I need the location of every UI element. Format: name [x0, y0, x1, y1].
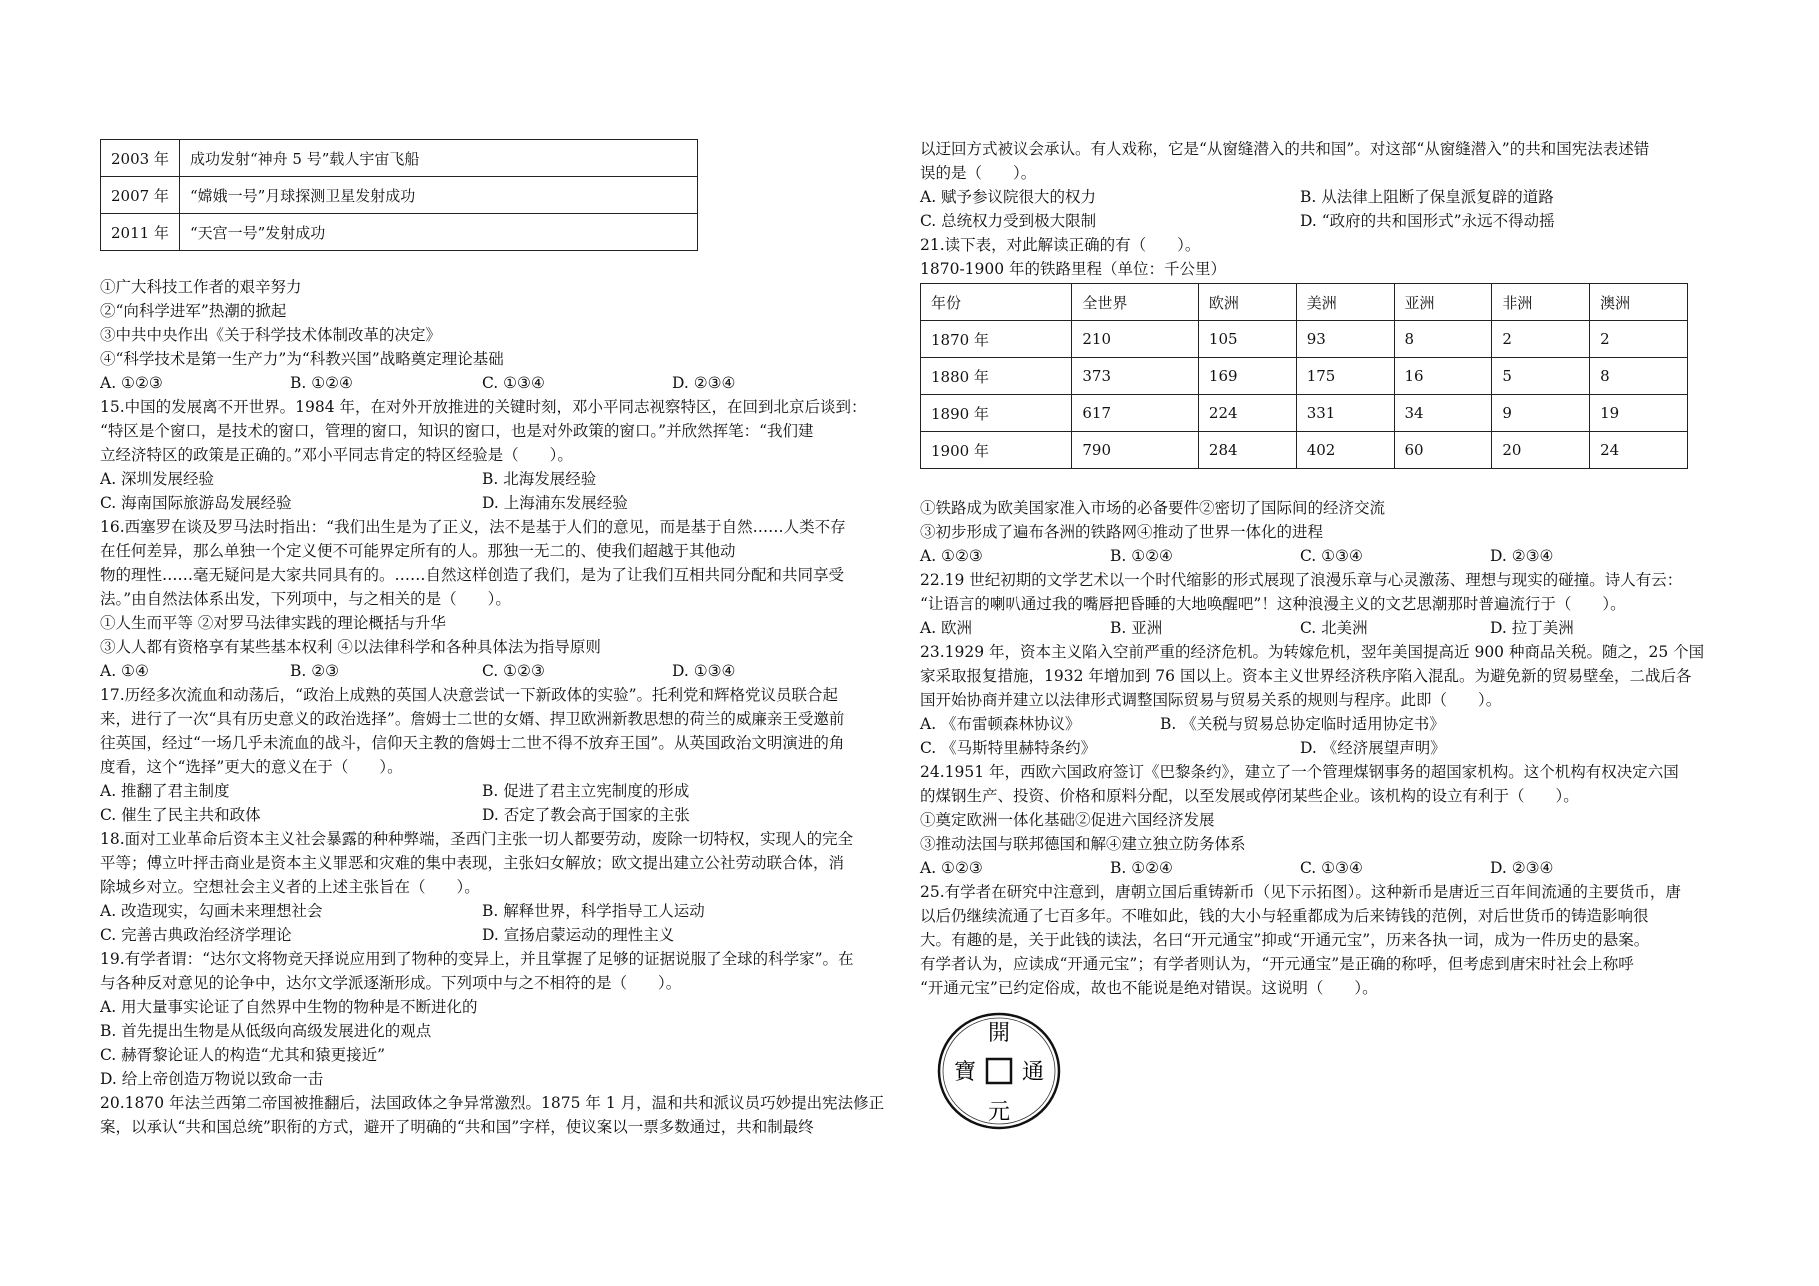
q19-option-c: C. 赫胥黎论证人的构造“尤其和猿更接近”: [100, 1046, 386, 1064]
q16-line: 在任何差异，那么单独一个定义便不可能界定所有的人。那独一无二的、使我们超越于其他动: [100, 542, 736, 560]
coin-char-top: 開: [987, 1021, 1011, 1046]
q15-option-b: B. 北海发展经验: [482, 470, 597, 488]
q23-option-b: B. 《关税与贸易总协定临时适用协定书》: [1160, 715, 1445, 733]
q24-line: 的煤钢生产、投资、价格和原料分配，以至发展或停闭某些企业。该机构的设立有利于（ ）。: [920, 787, 1579, 805]
table-cell: 16: [1394, 358, 1492, 395]
q24-line: ①奠定欧洲一体化基础②促进六国经济发展: [920, 811, 1215, 829]
table-cell: 2007 年: [101, 177, 180, 214]
coin-char-right: 通: [1021, 1060, 1045, 1085]
table-cell: 34: [1394, 395, 1492, 432]
table-cell: 9: [1492, 395, 1590, 432]
q21-table-caption: 1870-1900 年的铁路里程（单位：千公里）: [920, 260, 1227, 278]
q17-option-b: B. 促进了君主立宪制度的形成: [482, 782, 690, 800]
q19-line: 19.有学者谓：“达尔文将物竞天择说应用到了物种的变异上，并且掌握了足够的证据说服了全球的科学家”。在: [100, 950, 854, 968]
q21-option-c: C. ①③④: [1300, 547, 1363, 565]
table-row: [101, 214, 698, 251]
q14-option-a: A. ①②③: [100, 374, 163, 392]
q21-option-a: A. ①②③: [920, 547, 983, 565]
q14-item-4: ④“科学技术是第一生产力”为“科教兴国”战略奠定理论基础: [100, 350, 504, 368]
table-cell: 19: [1590, 395, 1688, 432]
q25-line: 以后仍继续流通了七百多年。不唯如此，钱的大小与轻重都成为后来铸钱的范例，对后世货币的铸造影响很: [920, 907, 1649, 925]
q22-line: “让语言的喇叭通过我的嘴唇把昏睡的大地唤醒吧”！这种浪漫主义的文艺思潮那时普遍流行于（ ）。: [920, 595, 1626, 613]
table-cell: 1880 年: [921, 358, 1072, 395]
q20-option-d: D. “政府的共和国形式”永远不得动摇: [1300, 212, 1555, 230]
table-header-cell: 非洲: [1492, 284, 1590, 321]
q23-option-a: A. 《布雷顿森林协议》: [920, 715, 1081, 733]
q18-option-c: C. 完善古典政治经济学理论: [100, 926, 292, 944]
table-cell: 402: [1296, 432, 1394, 469]
q16-line: 物的理性……毫无疑问是大家共同具有的。……自然这样创造了我们，是为了让我们互相共同分配和共同享受: [100, 566, 845, 584]
q22-option-d: D. 拉丁美洲: [1490, 619, 1574, 637]
q20-option-a: A. 赋予参议院很大的权力: [920, 188, 1097, 206]
table-cell: 284: [1198, 432, 1296, 469]
table-cell: 60: [1394, 432, 1492, 469]
q19-option-d: D. 给上帝创造万物说以致命一击: [100, 1070, 324, 1088]
table-cell: 2: [1590, 321, 1688, 358]
railway-mileage-table: [920, 283, 1688, 469]
q14-option-d: D. ②③④: [672, 374, 736, 392]
table-cell: 5: [1492, 358, 1590, 395]
q14-option-b: B. ①②④: [290, 374, 353, 392]
q23-line: 23.1929 年，资本主义陷入空前严重的经济危机。为转嫁危机，翌年美国提高近 900 种商品关税。随之，25 个国: [920, 643, 1705, 661]
q25-line: 大。有趣的是，关于此钱的读法，名曰“开元通宝”抑或“开通元宝”，历来各执一词，成为一件历史的悬案。: [920, 931, 1650, 949]
q23-option-c: C. 《马斯特里赫特条约》: [920, 739, 1097, 757]
q23-line: 国开始协商并建立以法律形式调整国际贸易与贸易关系的规则与程序。此即（ ）。: [920, 691, 1502, 709]
table-cell: 169: [1198, 358, 1296, 395]
space-milestones-table: [100, 139, 698, 251]
table-cell: “嫦娥一号”月球探测卫星发射成功: [179, 177, 697, 214]
table-cell: 617: [1072, 395, 1199, 432]
q17-option-c: C. 催生了民主共和政体: [100, 806, 261, 824]
q14-item-3: ③中共中央作出《关于科学技术体制改革的决定》: [100, 326, 442, 344]
table-header-cell: 澳洲: [1590, 284, 1688, 321]
table-row: [921, 321, 1688, 358]
q25-line: 有学者认为，应读成“开通元宝”；有学者则认为，“开元通宝”是正确的称呼，但考虑到唐宋时社会上称呼: [920, 955, 1634, 973]
table-row: [921, 358, 1688, 395]
q24-option-d: D. ②③④: [1490, 859, 1554, 877]
table-cell: 2: [1492, 321, 1590, 358]
q19-line: 与各种反对意见的论争中，达尔文学派逐渐形成。下列项中与之不相符的是（ ）。: [100, 974, 682, 992]
q22-option-a: A. 欧洲: [920, 619, 973, 637]
q18-line: 除城乡对立。空想社会主义者的上述主张旨在（ ）。: [100, 878, 480, 896]
q20-line: 案，以承认“共和国总统”职衔的方式，避开了明确的“共和国”字样，使议案以一票多数通过，共和制最终: [100, 1118, 814, 1136]
table-header-row: [921, 284, 1688, 321]
q21-item: ③初步形成了遍布各洲的铁路网④推动了世界一体化的进程: [920, 523, 1324, 541]
q24-option-a: A. ①②③: [920, 859, 983, 877]
q16-line: ①人生而平等 ②对罗马法律实践的理论概括与升华: [100, 614, 446, 632]
q25-line: “开通元宝”已约定俗成，故也不能说是绝对错误。这说明（ ）。: [920, 979, 1378, 997]
q16-option-b: B. ②③: [290, 662, 340, 680]
table-cell: 20: [1492, 432, 1590, 469]
table-cell: 2011 年: [101, 214, 180, 251]
q21-item: ①铁路成为欧美国家准入市场的必备要件②密切了国际间的经济交流: [920, 499, 1386, 517]
q15-line: 立经济特区的政策是正确的。”邓小平同志肯定的特区经验是（ ）。: [100, 446, 573, 464]
table-row: [101, 140, 698, 177]
q17-line: 来，进行了一次“具有历史意义的政治选择”。詹姆士二世的女婿、捍卫欧洲新教思想的荷兰的威廉亲王受邀前: [100, 710, 845, 728]
table-cell: 1890 年: [921, 395, 1072, 432]
q20-line: 20.1870 年法兰西第二帝国被推翻后，法国政体之争异常激烈。1875 年 1 月，温和共和派议员巧妙提出宪法修正: [100, 1094, 885, 1112]
q20-option-b: B. 从法律上阻断了保皇派复辟的道路: [1300, 188, 1554, 206]
table-row: [921, 395, 1688, 432]
q21-option-d: D. ②③④: [1490, 547, 1554, 565]
table-header-cell: 年份: [921, 284, 1072, 321]
table-cell: “天宫一号”发射成功: [179, 214, 697, 251]
table-cell: 2003 年: [101, 140, 180, 177]
q16-line: 法。”由自然法体系出发，下列项中，与之相关的是（ ）。: [100, 590, 511, 608]
table-header-cell: 欧洲: [1198, 284, 1296, 321]
table-cell: 8: [1394, 321, 1492, 358]
table-cell: 成功发射“神舟 5 号”载人宇宙飞船: [179, 140, 697, 177]
q15-line: 15.中国的发展离不开世界。1984 年，在对外开放推进的关键时刻，邓小平同志视察特区，在回到北京后谈到：: [100, 398, 867, 416]
table-cell: 790: [1072, 432, 1199, 469]
q17-line: 17.历经多次流血和动荡后，“政治上成熟的英国人决意尝试一下新政体的实验”。托利党和辉格党议员联合起: [100, 686, 839, 704]
table-row: [921, 432, 1688, 469]
q16-line: 16.西塞罗在谈及罗马法时指出：“我们出生是为了正义，法不是基于人们的意见，而是基于自然……人类不存: [100, 518, 846, 536]
q17-line: 往英国，经过“一场几乎未流血的战斗，信仰天主教的詹姆士二世不得不放弃王国”。从英国政治文明演进的角: [100, 734, 845, 752]
table-cell: 373: [1072, 358, 1199, 395]
q14-option-c: C. ①③④: [482, 374, 545, 392]
table-row: [101, 177, 698, 214]
q17-option-a: A. 推翻了君主制度: [100, 782, 230, 800]
table-cell: 224: [1198, 395, 1296, 432]
table-cell: 175: [1296, 358, 1394, 395]
coin-outline: [935, 1010, 1063, 1132]
q20-line: 误的是（ ）。: [920, 164, 1037, 182]
q15-option-c: C. 海南国际旅游岛发展经验: [100, 494, 292, 512]
q18-line: 平等；傅立叶抨击商业是资本主义罪恶和灾难的集中表现，主张妇女解放；欧文提出建立公社劳动联合体，消: [100, 854, 845, 872]
q24-line: 24.1951 年，西欧六国政府签订《巴黎条约》，建立了一个管理煤钢事务的超国家机构。这个机构有权决定六国: [920, 763, 1679, 781]
q25-line: 25.有学者在研究中注意到，唐朝立国后重铸新币（见下示拓图）。这种新币是唐近三百年间流通的主要货币，唐: [920, 883, 1681, 901]
table-cell: 1900 年: [921, 432, 1072, 469]
q22-option-c: C. 北美洲: [1300, 619, 1368, 637]
q15-line: “特区是个窗口，是技术的窗口，管理的窗口，知识的窗口，也是对外政策的窗口。”并欣然挥笔：“我们建: [100, 422, 814, 440]
table-header-cell: 美洲: [1296, 284, 1394, 321]
q17-option-d: D. 否定了教会高于国家的主张: [482, 806, 690, 824]
table-cell: 1870 年: [921, 321, 1072, 358]
q15-option-a: A. 深圳发展经验: [100, 470, 215, 488]
q15-option-d: D. 上海浦东发展经验: [482, 494, 628, 512]
table-header-cell: 亚洲: [1394, 284, 1492, 321]
q16-option-d: D. ①③④: [672, 662, 736, 680]
q14-item-2: ②“向科学进军”热潮的掀起: [100, 302, 287, 320]
q14-item-1: ①广大科技工作者的艰辛努力: [100, 278, 302, 296]
q23-line: 家采取报复措施，1932 年增加到 76 国以上。资本主义世界经济秩序陷入混乱。为避免新的贸易壁垒，二战后各: [920, 667, 1692, 685]
q22-option-b: B. 亚洲: [1110, 619, 1163, 637]
q16-line: ③人人都有资格享有某些基本权利 ④以法律科学和各种具体法为指导原则: [100, 638, 601, 656]
q20-line: 以迂回方式被议会承认。有人戏称，它是“从窗缝潜入的共和国”。对这部“从窗缝潜入”的共和国宪法表述错: [920, 140, 1650, 158]
q20-option-c: C. 总统权力受到极大限制: [920, 212, 1097, 230]
q16-option-c: C. ①②③: [482, 662, 545, 680]
q18-option-a: A. 改造现实，勾画未来理想社会: [100, 902, 323, 920]
coin-char-left: 寶: [953, 1060, 977, 1085]
q19-option-a: A. 用大量事实论证了自然界中生物的物种是不断进化的: [100, 998, 478, 1016]
table-cell: 8: [1590, 358, 1688, 395]
table-header-cell: 全世界: [1072, 284, 1199, 321]
kaiyuan-tongbao-coin-rubbing: [935, 1010, 1063, 1132]
q24-option-b: B. ①②④: [1110, 859, 1173, 877]
q21-stem: 21.读下表，对此解读正确的有（ ）。: [920, 236, 1201, 254]
table-cell: 93: [1296, 321, 1394, 358]
q24-option-c: C. ①③④: [1300, 859, 1363, 877]
q17-line: 度看，这个“选择”更大的意义在于（ ）。: [100, 758, 403, 776]
table-cell: 105: [1198, 321, 1296, 358]
q24-line: ③推动法国与联邦德国和解④建立独立防务体系: [920, 835, 1246, 853]
table-cell: 210: [1072, 321, 1199, 358]
q23-option-d: D. 《经济展望声明》: [1300, 739, 1446, 757]
q18-option-b: B. 解释世界，科学指导工人运动: [482, 902, 705, 920]
table-cell: 331: [1296, 395, 1394, 432]
q21-option-b: B. ①②④: [1110, 547, 1173, 565]
q22-line: 22.19 世纪初期的文学艺术以一个时代缩影的形式展现了浪漫乐章与心灵激荡、理想与现实的碰撞。诗人有云：: [920, 571, 1683, 589]
coin-char-bottom: 元: [987, 1100, 1011, 1125]
table-cell: 24: [1590, 432, 1688, 469]
q18-option-d: D. 宣扬启蒙运动的理性主义: [482, 926, 675, 944]
q19-option-b: B. 首先提出生物是从低级向高级发展进化的观点: [100, 1022, 432, 1040]
q16-option-a: A. ①④: [100, 662, 149, 680]
q18-line: 18.面对工业革命后资本主义社会暴露的种种弊端，圣西门主张一切人都要劳动，废除一切特权，实现人的完全: [100, 830, 854, 848]
